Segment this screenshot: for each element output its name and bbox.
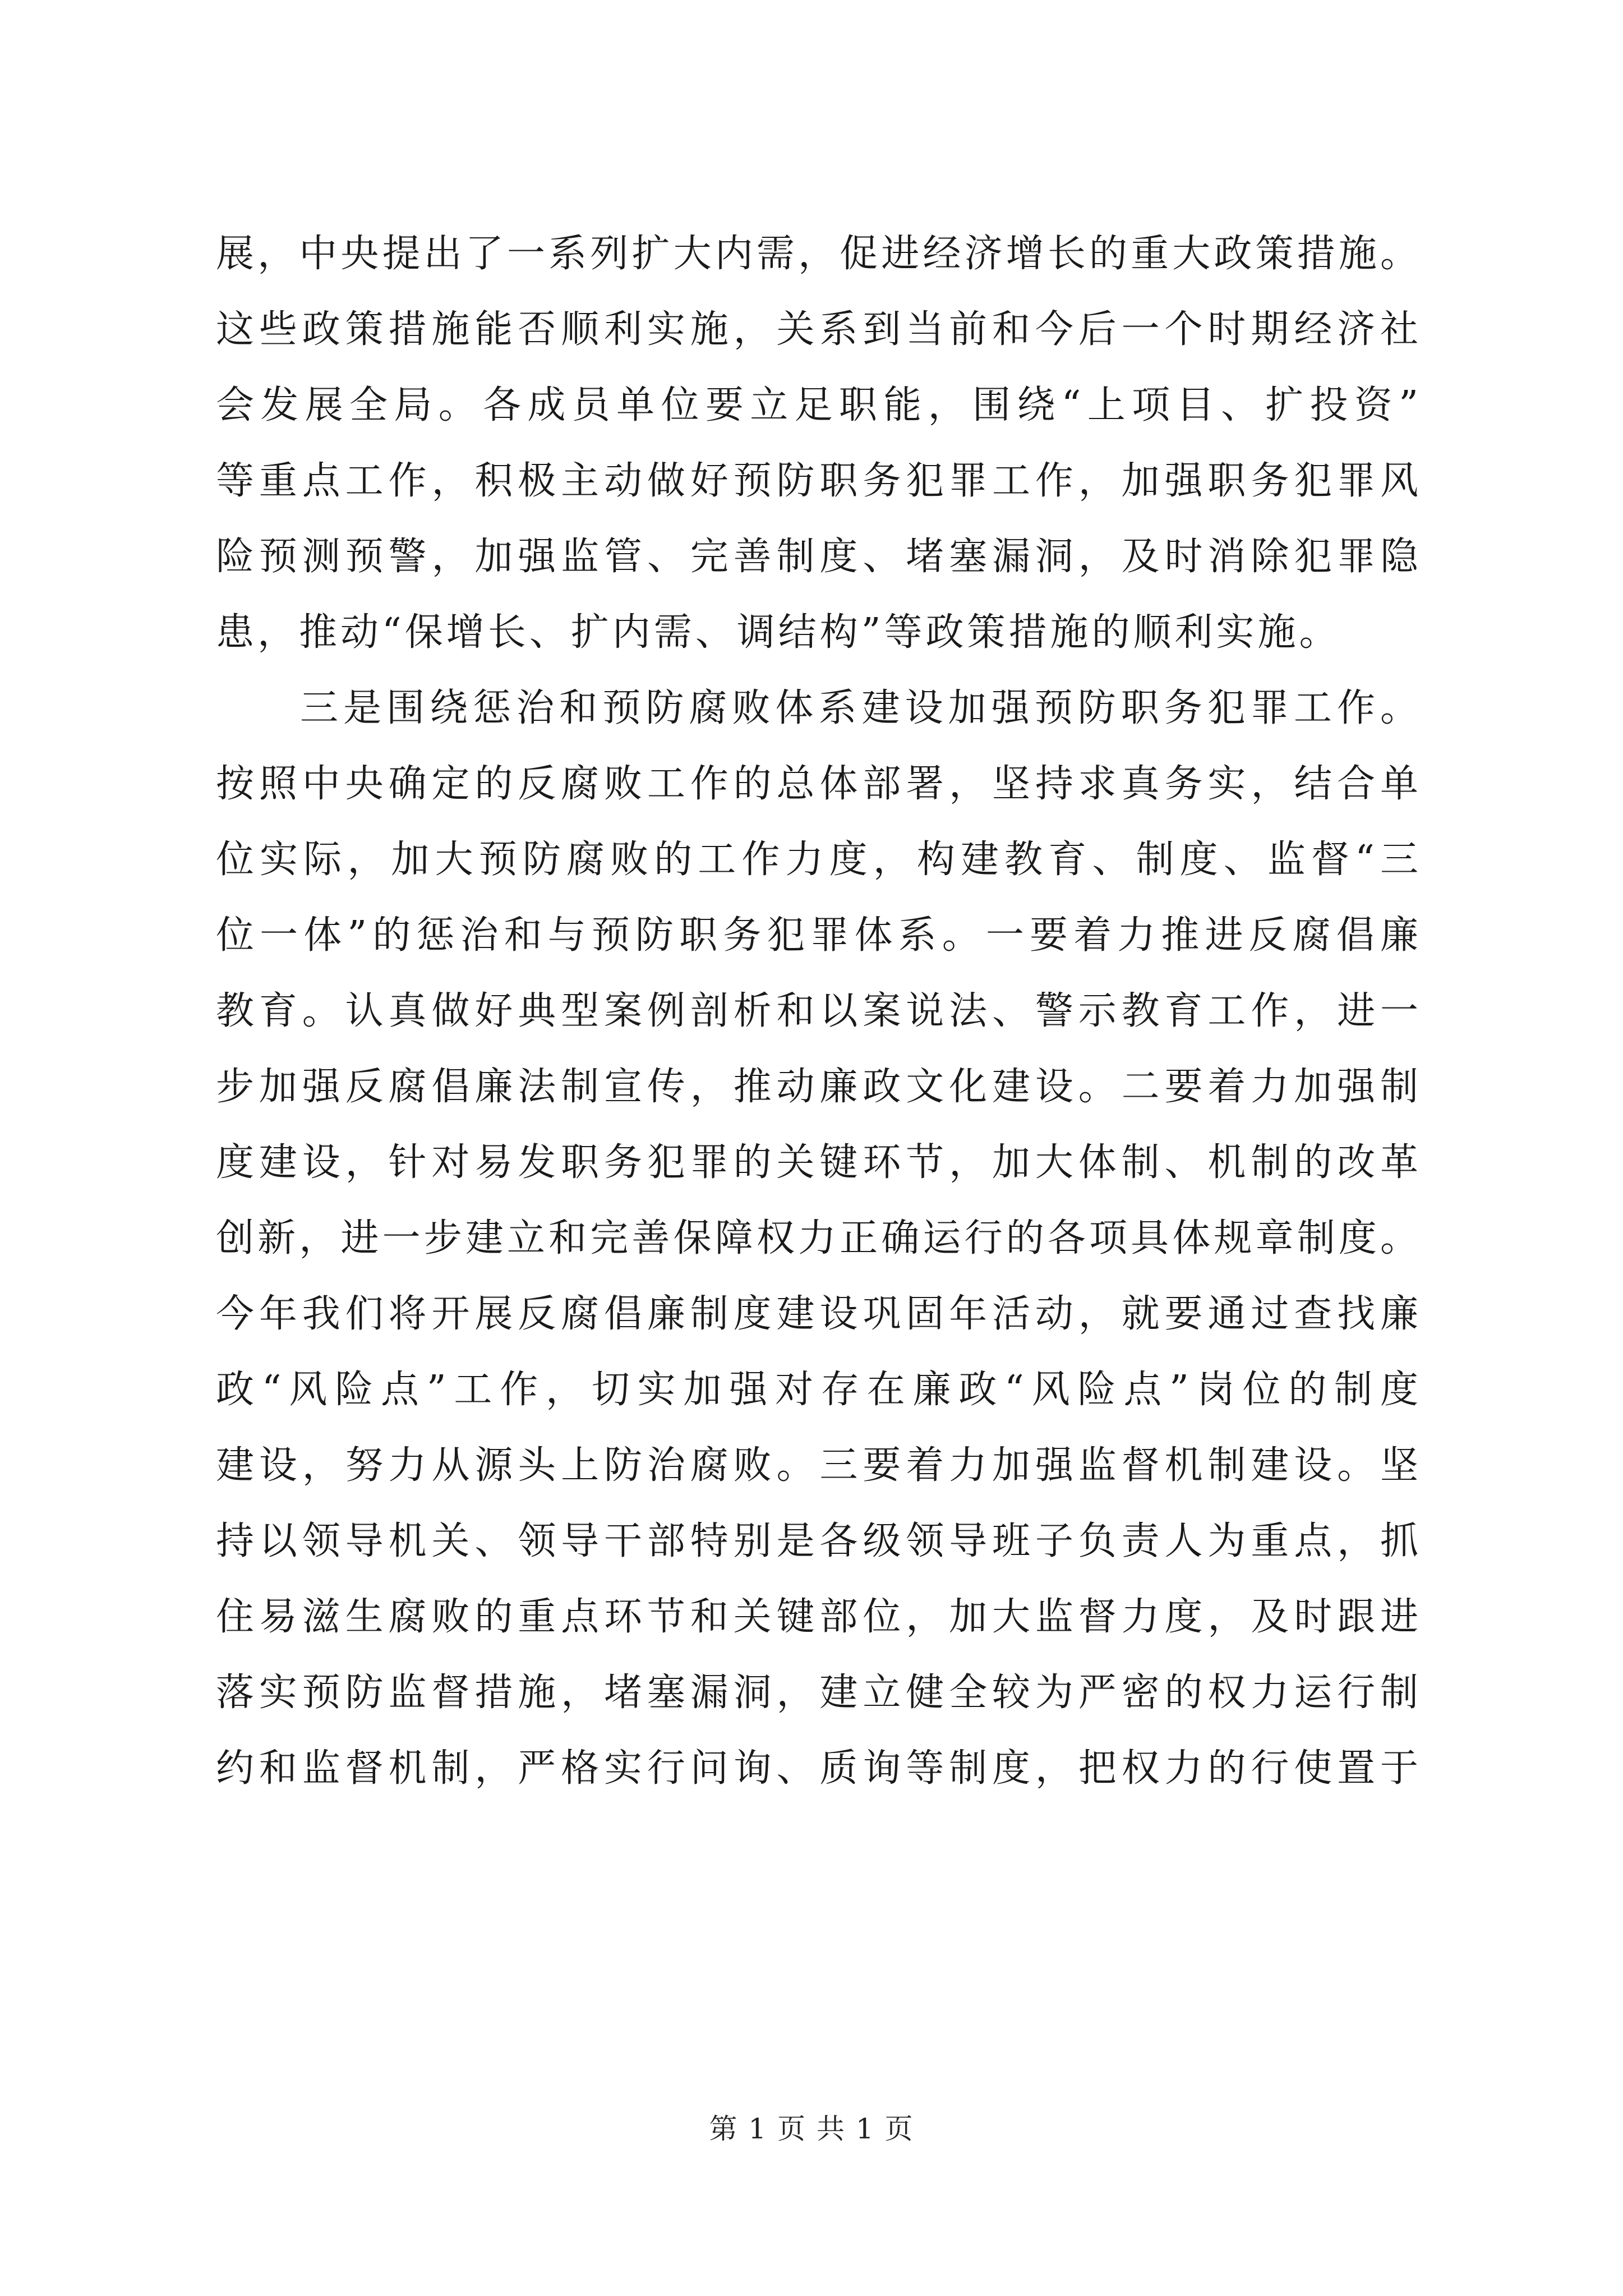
text-line: 等重点工作，积极主动做好预防职务犯罪工作，加强职务犯罪风 (216, 459, 1422, 503)
text-line: 按照中央确定的反腐败工作的总体部署，坚持求真务实，结合单 (216, 762, 1422, 806)
text-line: 创新，进一步建立和完善保障权力正确运行的各项具体规章制度。 (216, 1216, 1422, 1260)
text-line: 政“风险点”工作，切实加强对存在廉政“风险点”岗位的制度 (216, 1368, 1422, 1412)
text-line: 教育。认真做好典型案例剖析和以案说法、警示教育工作，进一 (216, 989, 1422, 1033)
text-line: 患，推动“保增长、扩内需、调结构”等政策措施的顺利实施。 (216, 610, 1341, 655)
text-line: 今年我们将开展反腐倡廉制度建设巩固年活动，就要通过查找廉 (216, 1292, 1422, 1336)
text-line: 住易滋生腐败的重点环节和关键部位，加大监督力度，及时跟进 (216, 1595, 1422, 1639)
text-line: 险预测预警，加强监管、完善制度、堵塞漏洞，及时消除犯罪隐 (216, 535, 1422, 579)
text-line: 展，中央提出了一系列扩大内需，促进经济增长的重大政策措施。 (216, 232, 1422, 276)
text-line: 持以领导机关、领导干部特别是各级领导班子负责人为重点，抓 (216, 1519, 1422, 1563)
text-line: 约和监督机制，严格实行问询、质询等制度，把权力的行使置于 (216, 1746, 1422, 1791)
text-line: 会发展全局。各成员单位要立足职能，围绕“上项目、扩投资” (216, 383, 1422, 427)
text-line: 位实际，加大预防腐败的工作力度，构建教育、制度、监督“三 (216, 838, 1422, 882)
text-line: 落实预防监督措施，堵塞漏洞，建立健全较为严密的权力运行制 (216, 1671, 1422, 1715)
paragraph-start-line: 三是围绕惩治和预防腐败体系建设加强预防职务犯罪工作。 (300, 686, 1422, 730)
text-line: 度建设，针对易发职务犯罪的关键环节，加大体制、机制的改革 (216, 1140, 1422, 1185)
page-footer: 第 1 页 共 1 页 (709, 2113, 914, 2145)
text-line: 建设，努力从源头上防治腐败。三要着力加强监督机制建设。坚 (216, 1443, 1422, 1488)
document-body (216, 216, 1422, 1806)
text-line: 这些政策措施能否顺利实施，关系到当前和今后一个时期经济社 (216, 307, 1422, 352)
text-line: 位一体”的惩治和与预防职务犯罪体系。一要着力推进反腐倡廉 (216, 913, 1422, 958)
text-line: 步加强反腐倡廉法制宣传，推动廉政文化建设。二要着力加强制 (216, 1065, 1422, 1109)
